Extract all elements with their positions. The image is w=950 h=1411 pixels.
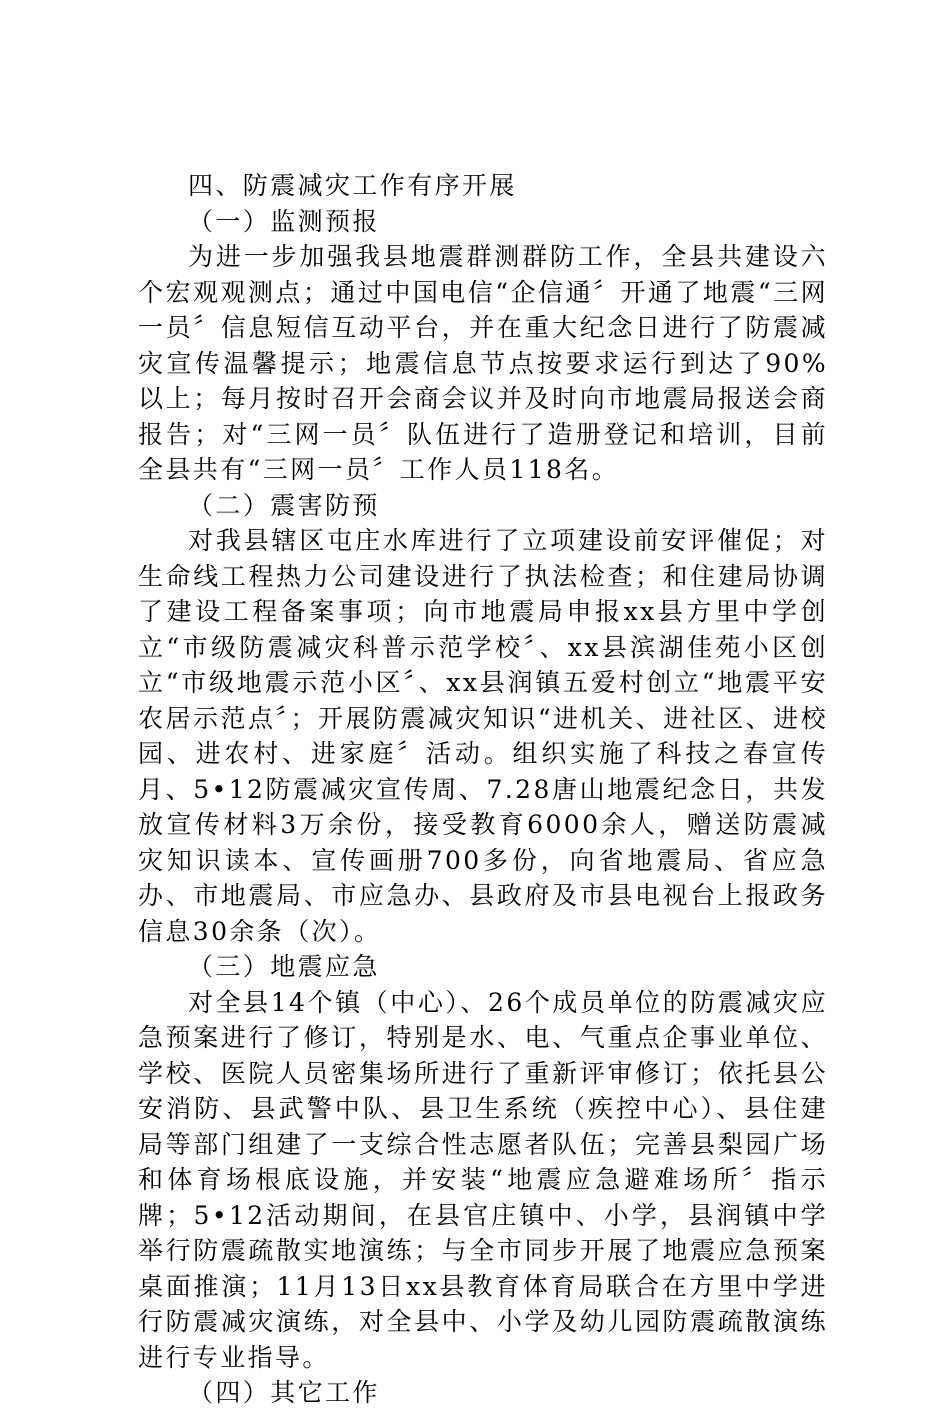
paragraph-prevention: 对我县辖区屯庄水库进行了立项建设前安评催促；对生命线工程热力公司建设进行了执法检查；和住建局协调了建设工程备案事项；向市地震局申报xx县方里中学创立“市级防震减灾科普示范学校〞、xx县滨湖佳苑小区创立“市级地震示范小区〞、xx县润镇五爱村创立“地震平安农居示范点〞；开展防震减灾知识“进机关、进社区、进校园、进农村、进家庭〞活动。组织实施了科技之春宣传月、5•12防震减灾宣传周、7.28唐山地震纪念日，共发放宣传材料3万余份，接受教育6000余人，赠送防震减灾知识读本、宣传画册700多份，向省地震局、省应急办、市地震局、市应急办、县政府及市县电视台上报政务信息30余条（次）。	[138, 526, 828, 946]
subsection-heading-prevention: （二）震害防预	[188, 490, 380, 520]
subsection-heading-emergency: （三）地震应急	[188, 952, 380, 981]
section-title: 四、防震减灾工作有序开展	[188, 171, 517, 200]
subsection-heading-monitoring: （一）监测预报	[188, 206, 380, 236]
document-body	[138, 168, 828, 1411]
paragraph-monitoring: 为进一步加强我县地震群测群防工作，全县共建设六个宏观观测点；通过中国电信“企信通〞开通了地震“三网一员〞信息短信互动平台，并在重大纪念日进行了防震减灾宣传温馨提示；地震信息节点按要求运行到达了90%以上；每月按时召开会商会议并及时向市地震局报送会商报告；对“三网一员〞队伍进行了造册登记和培训，目前全县共有“三网一员〞工作人员118名。	[138, 242, 828, 484]
subsection-heading-other: （四）其它工作	[188, 1378, 380, 1407]
paragraph-emergency: 对全县14个镇（中心）、26个成员单位的防震减灾应急预案进行了修订，特别是水、电、气重点企事业单位、学校、医院人员密集场所进行了重新评审修订；依托县公安消防、县武警中队、县卫生系统（疾控中心）、县住建局等部门组建了一支综合性志愿者队伍；完善县梨园广场和体育场根底设施，并安装“地震应急避难场所〞指示牌；5•12活动期间，在县官庄镇中、小学，县润镇中学举行防震疏散实地演练；与全市同步开展了地震应急预案桌面推演；11月13日xx县教育体育局联合在方里中学进行防震减灾演练，对全县中、小学及幼儿园防震疏散演练进行专业指导。	[138, 987, 828, 1372]
